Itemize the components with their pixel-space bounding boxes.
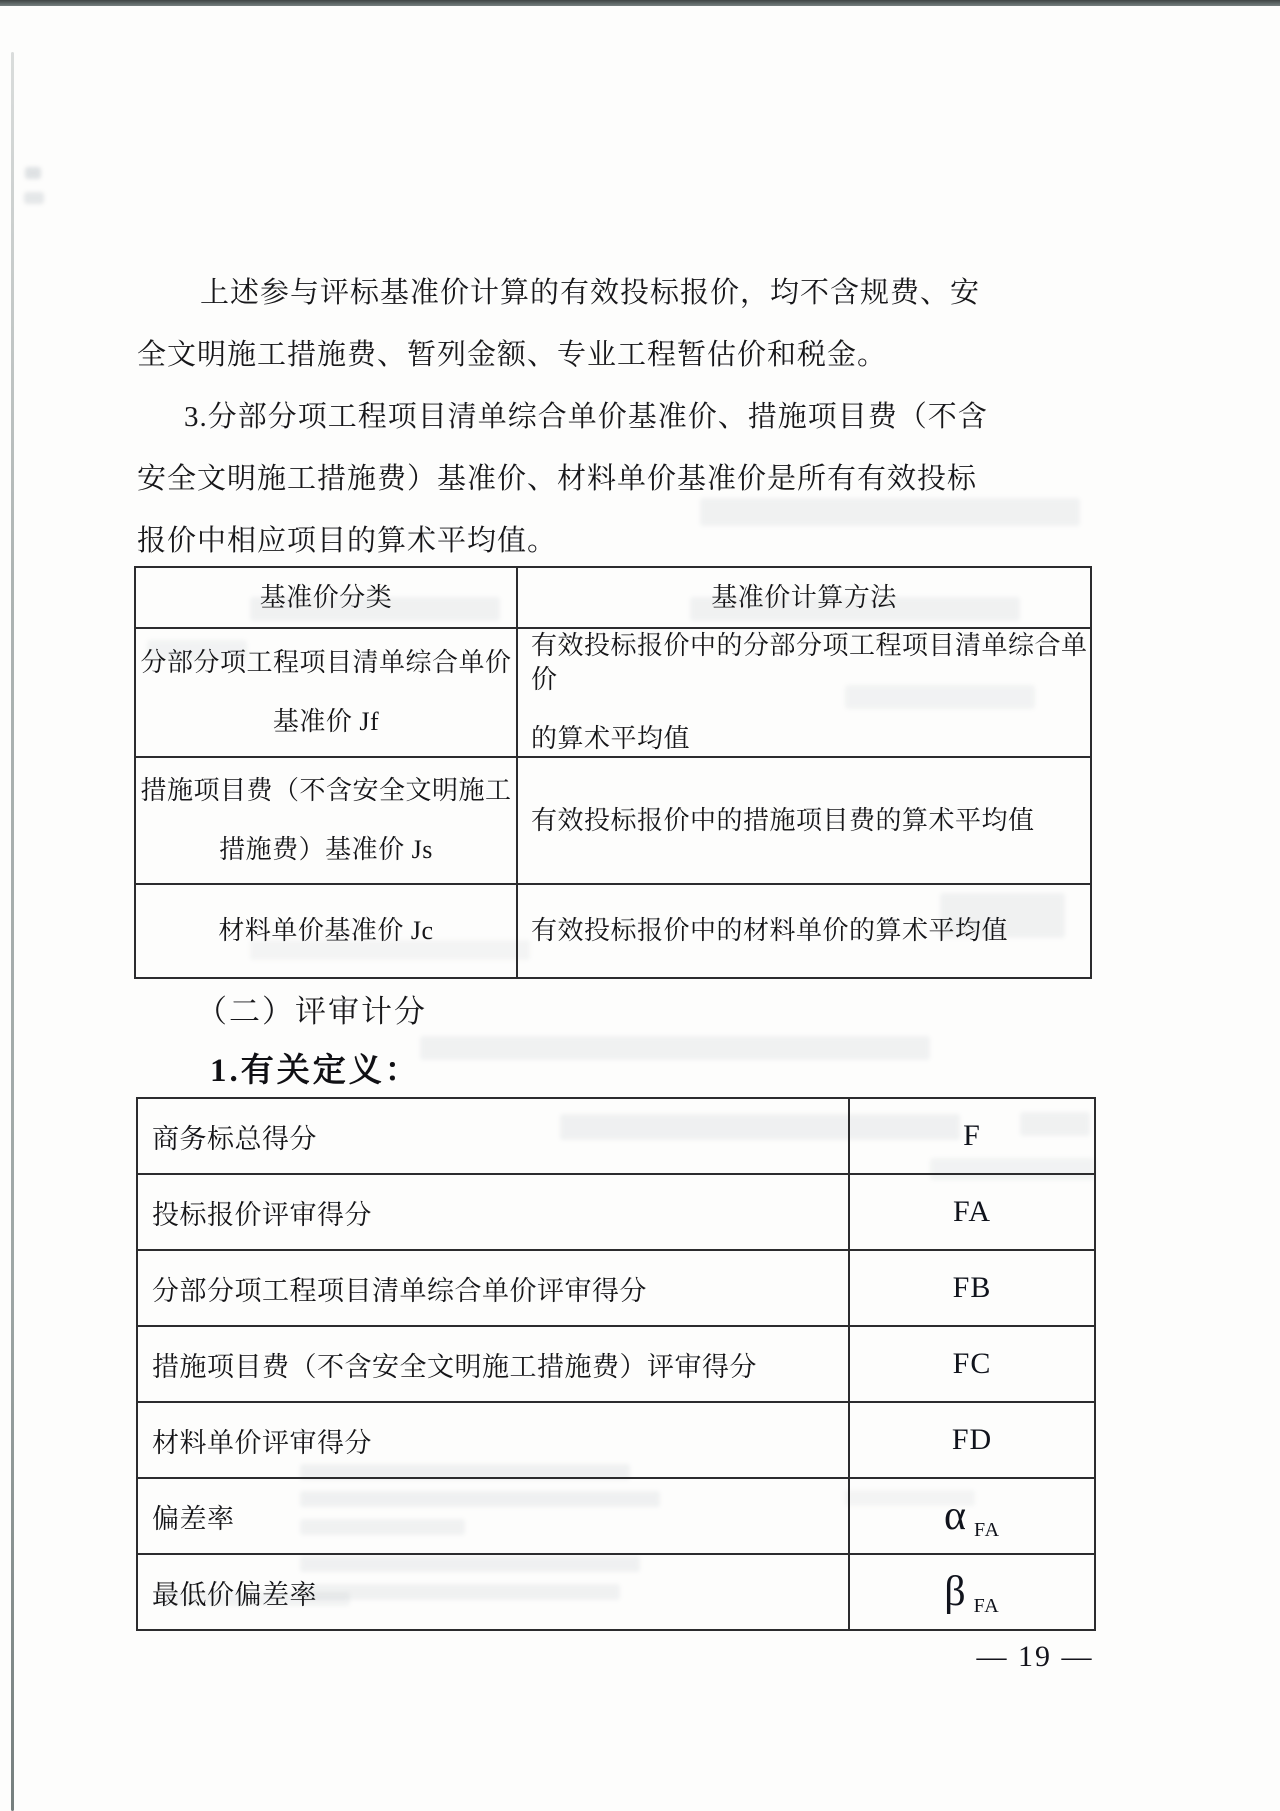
page-number: — 19 —	[976, 1640, 1094, 1673]
table-row	[137, 1098, 1095, 1174]
paragraph-line: 全文明施工措施费、暂列金额、专业工程暂估价和税金。	[137, 339, 888, 371]
cell-text: 材料单价基准价 Jc	[218, 916, 434, 945]
cell-text: 基准价 Jf	[272, 707, 380, 736]
symbol-text: β	[944, 1569, 967, 1615]
table-header-row	[135, 567, 1091, 628]
cell-text: 的算术平均值	[531, 724, 691, 753]
table-row	[135, 757, 1091, 884]
scan-edge-left	[11, 52, 14, 1811]
symbol-subscript: FA	[973, 1519, 1001, 1541]
header-label: 基准价计算方法	[711, 582, 897, 612]
cell-text: 有效投标报价中的分部分项工程项目清单综合单价	[531, 631, 1088, 694]
cell-category	[135, 884, 517, 978]
cell-term: 偏差率	[137, 1478, 849, 1554]
paragraph-line: 报价中相应项目的算术平均值。	[137, 525, 558, 557]
symbol-text: F	[963, 1119, 981, 1152]
symbol-text: FD	[951, 1423, 993, 1456]
definitions-table	[136, 1097, 1096, 1631]
cell-symbol	[849, 1250, 1095, 1326]
cell-symbol	[849, 1326, 1095, 1402]
symbol-text: FB	[952, 1271, 992, 1304]
cell-text: 分部分项工程项目清单综合单价	[140, 648, 512, 677]
paragraph-line: 3.分部分项工程项目清单综合单价基准价、措施项目费（不含	[184, 401, 988, 433]
paragraph-line: 安全文明施工措施费）基准价、材料单价基准价是所有有效投标	[137, 463, 978, 495]
cell-term: 措施项目费（不含安全文明施工措施费）评审得分	[137, 1326, 849, 1402]
header-benchmark-method	[517, 567, 1091, 628]
header-benchmark-category	[135, 567, 517, 628]
bleed-through-artifact	[25, 167, 41, 179]
cell-method	[517, 757, 1091, 884]
table-row	[135, 884, 1091, 978]
scan-edge-top	[0, 0, 1280, 6]
benchmark-price-table	[134, 566, 1092, 979]
table-row	[135, 628, 1091, 757]
cell-symbol	[849, 1174, 1095, 1250]
symbol-subscript: FA	[973, 1595, 1000, 1617]
cell-method	[517, 884, 1091, 978]
table-row	[137, 1478, 1095, 1554]
cell-text: 有效投标报价中的材料单价的算术平均值	[531, 916, 1009, 945]
section-heading: （二）评审计分	[196, 994, 427, 1029]
table-row	[137, 1174, 1095, 1250]
cell-symbol	[849, 1098, 1095, 1174]
table-row	[137, 1250, 1095, 1326]
cell-symbol	[849, 1554, 1095, 1630]
paragraph-line: 上述参与评标基准价计算的有效投标报价，均不含规费、安	[200, 277, 981, 309]
symbol-text: α	[943, 1493, 967, 1539]
cell-term: 材料单价评审得分	[137, 1402, 849, 1478]
header-label: 基准价分类	[259, 582, 393, 612]
bleed-through-artifact	[420, 1036, 930, 1060]
cell-symbol	[849, 1402, 1095, 1478]
cell-method	[517, 628, 1091, 757]
bleed-through-artifact	[24, 192, 44, 204]
table-row	[137, 1402, 1095, 1478]
cell-category	[135, 757, 517, 884]
table-row	[137, 1326, 1095, 1402]
cell-text: 措施费）基准价 Js	[219, 835, 433, 864]
table-row	[137, 1554, 1095, 1630]
symbol-text: FC	[952, 1347, 992, 1380]
cell-text: 措施项目费（不含安全文明施工	[140, 776, 512, 805]
cell-term: 投标报价评审得分	[137, 1174, 849, 1250]
bleed-through-artifact	[700, 498, 1080, 526]
cell-text: 有效投标报价中的措施项目费的算术平均值	[531, 805, 1035, 835]
cell-term: 最低价偏差率	[137, 1554, 849, 1630]
cell-category	[135, 628, 517, 757]
sub-heading-definitions: 1.有关定义：	[210, 1053, 421, 1089]
cell-symbol	[849, 1478, 1095, 1554]
cell-term: 商务标总得分	[137, 1098, 849, 1174]
symbol-text: FA	[952, 1195, 992, 1228]
cell-term: 分部分项工程项目清单综合单价评审得分	[137, 1250, 849, 1326]
